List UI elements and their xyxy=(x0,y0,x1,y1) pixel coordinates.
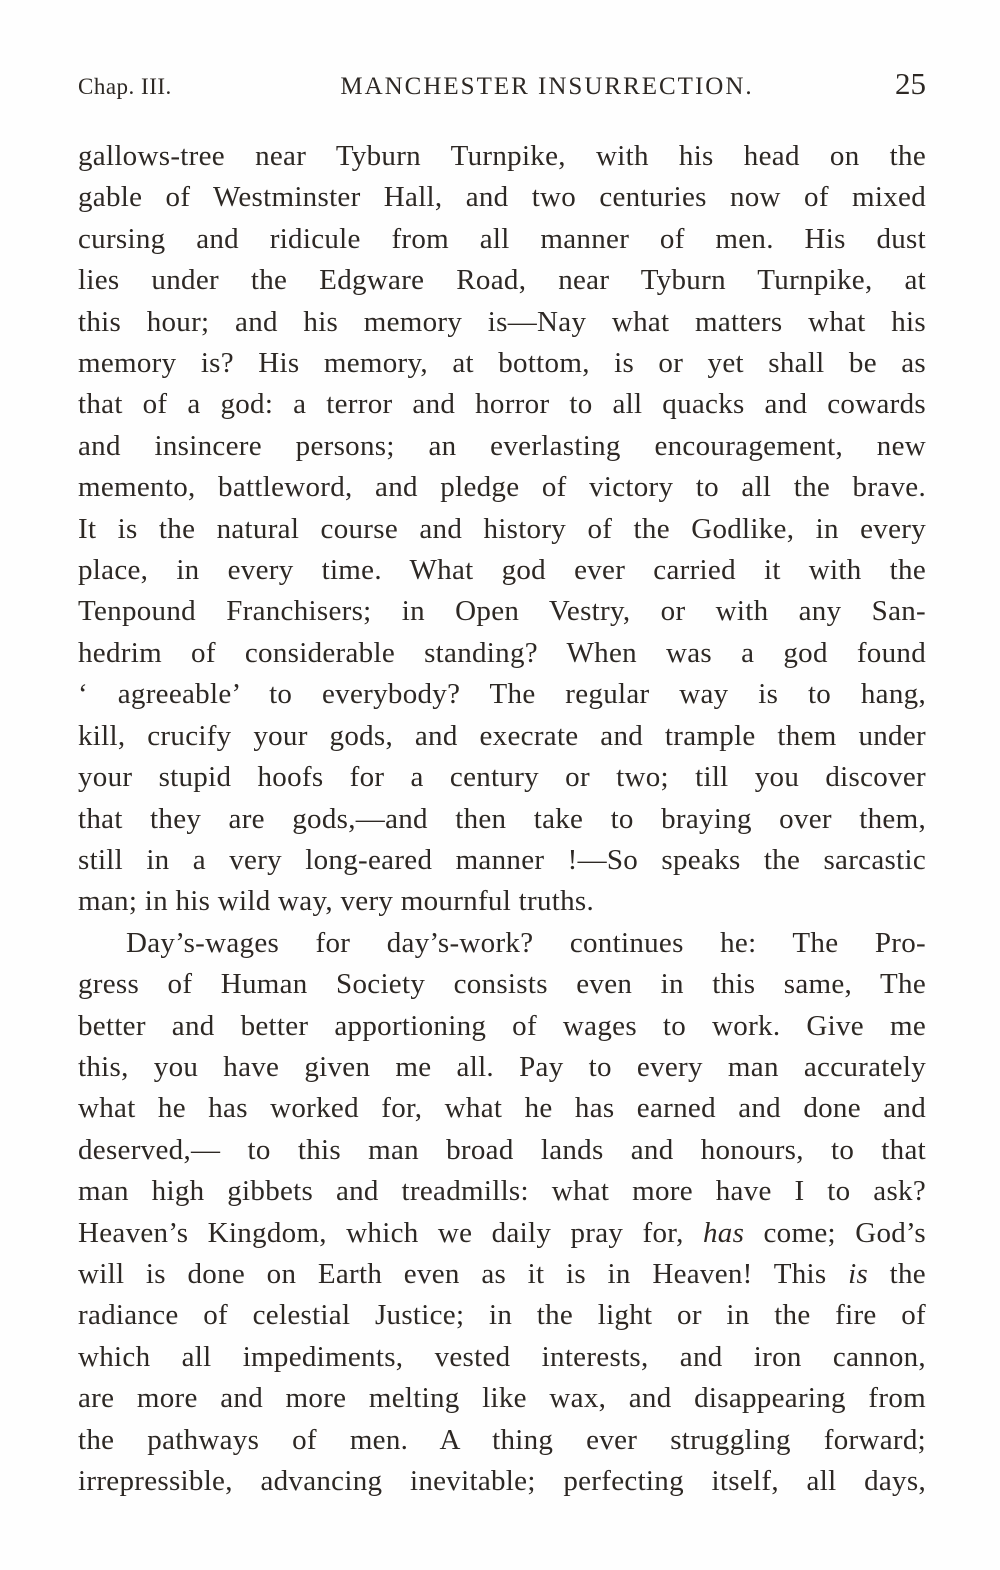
paragraph xyxy=(78,923,926,1503)
text-line: Tenpound Franchisers; in Open Vestry, or with any San- xyxy=(78,595,926,628)
text-line: which all impediments, vested interests, and iron cannon, xyxy=(78,1340,926,1373)
text-line: that of a god: a terror and horror to all quacks and cowards xyxy=(78,388,926,421)
text-line: radiance of celestial Justice; in the light or in the fire of xyxy=(78,1299,926,1332)
text-line: man high gibbets and treadmills: what more have I to ask? xyxy=(78,1175,926,1208)
running-title: MANCHESTER INSURRECTION. xyxy=(340,73,754,100)
chapter-label: Chap. III. xyxy=(78,74,172,99)
text-line: gable of Westminster Hall, and two centuries now of mixed xyxy=(78,181,926,214)
text-line: gallows-tree near Tyburn Turnpike, with his head on the xyxy=(78,140,926,172)
text-line: ‘ agreeable’ to everybody? The regular way is to hang, xyxy=(78,678,926,711)
text-line: this, you have given me all. Pay to every man accurately xyxy=(78,1050,926,1083)
text-line: Day’s-wages for day’s-work? continues he: The Pro- xyxy=(126,926,926,959)
text-line: still in a very long-eared manner !—So speaks the sarcastic xyxy=(78,843,926,876)
text-line: lies under the Edgware Road, near Tyburn Turnpike, at xyxy=(78,264,926,297)
text-line: this hour; and his memory is—Nay what matters what his xyxy=(78,305,926,338)
text-line: are more and more melting like wax, and disappearing from xyxy=(78,1382,926,1415)
text-line: will is done on Earth even as it is in Heaven! This is the xyxy=(78,1257,926,1290)
text-line: your stupid hoofs for a century or two; till you discover xyxy=(78,761,926,794)
text-line: Heaven’s Kingdom, which we daily pray for, has come; God’s xyxy=(78,1216,926,1249)
text-line: kill, crucify your gods, and execrate and trample them under xyxy=(78,719,926,752)
text-body xyxy=(78,136,926,1502)
text-line: memory is? His memory, at bottom, is or yet shall be as xyxy=(78,347,926,380)
page-header xyxy=(78,66,926,102)
paragraph xyxy=(78,136,926,923)
text-line: better and better apportioning of wages to work. Give me xyxy=(78,1009,926,1042)
text-line: and insincere persons; an everlasting encouragement, new xyxy=(78,429,926,462)
text-line: It is the natural course and history of the Godlike, in every xyxy=(78,512,926,545)
text-line: deserved,— to this man broad lands and honours, to that xyxy=(78,1133,926,1166)
text-line: place, in every time. What god ever carried it with the xyxy=(78,554,926,587)
text-line: what he has worked for, what he has earned and done and xyxy=(78,1092,926,1125)
text-line: cursing and ridicule from all manner of men. His dust xyxy=(78,222,926,255)
text-line: irrepressible, advancing inevitable; perfecting itself, all days, xyxy=(78,1465,926,1497)
text-line: gress of Human Society consists even in this same, The xyxy=(78,968,926,1001)
text-line: hedrim of considerable standing? When was a god found xyxy=(78,636,926,669)
text-line: the pathways of men. A thing ever struggling forward; xyxy=(78,1423,926,1456)
text-line: memento, battleword, and pledge of victory to all the brave. xyxy=(78,471,926,504)
text-line: that they are gods,—and then take to braying over them, xyxy=(78,802,926,835)
page-number: 25 xyxy=(895,66,926,101)
text-line: man; in his wild way, very mournful truths. xyxy=(78,885,595,918)
